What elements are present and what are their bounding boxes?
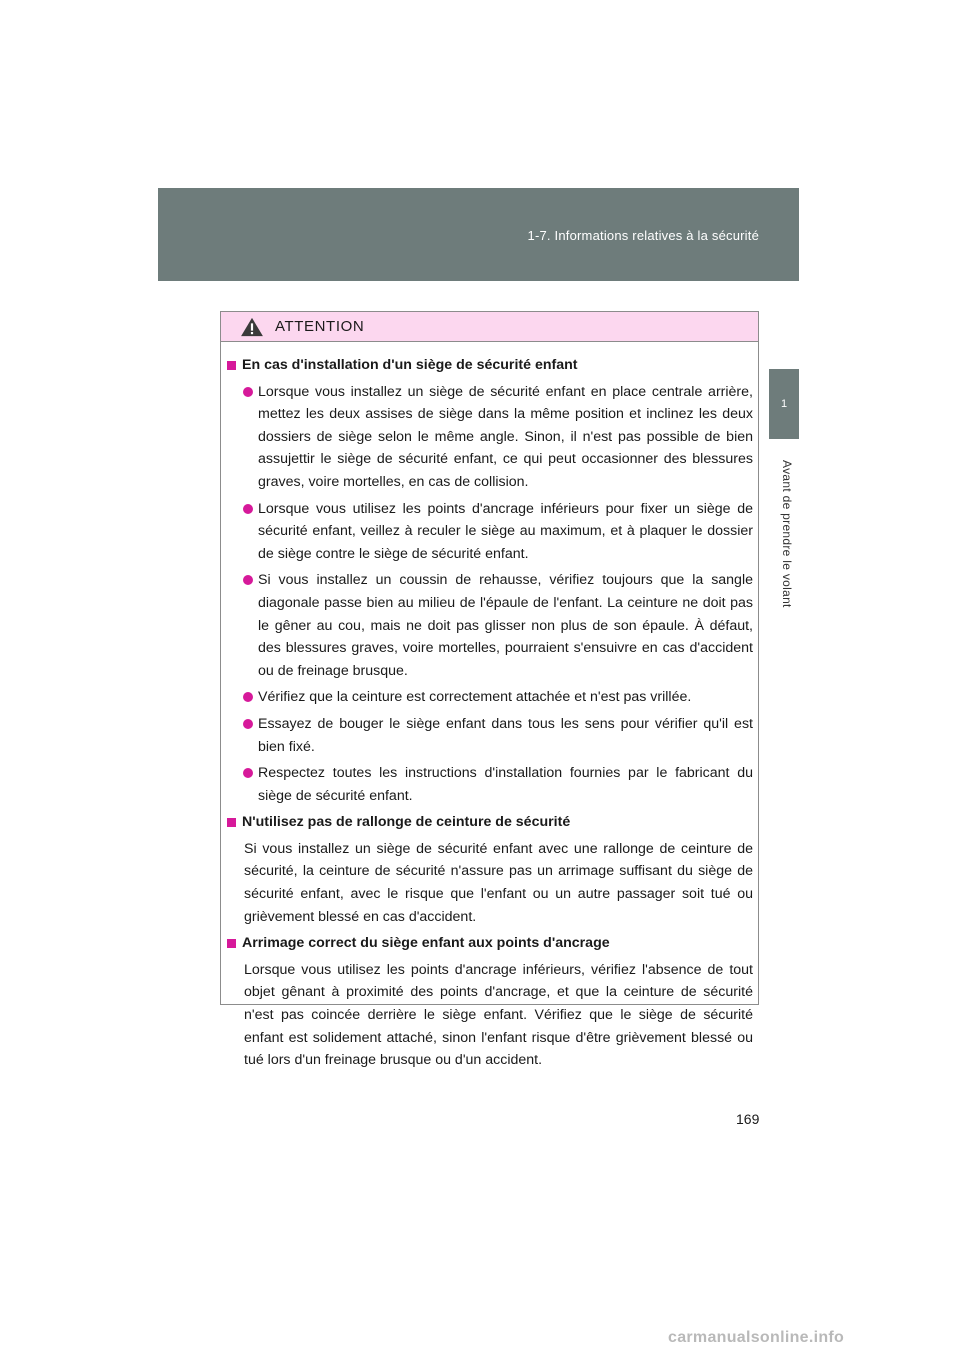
chapter-label: Avant de prendre le volant [780, 460, 794, 608]
list-item-text: Essayez de bouger le siège enfant dans tous les sens pour vérifier qu'il est bien fixé. [258, 715, 753, 755]
section-paragraph: Si vous installez un siège de sécurité enfant avec une rallonge de ceinture de sécurité, la ceinture de sécurité n'assure pas un arrimage suffisant du siège de sécurité enfant, avec le risque que l'enfant ou un autre passager soit tué ou grièvement blessé en cas d'accident. [244, 840, 753, 925]
list-item-text: Respectez toutes les instructions d'installation fournies par le fabricant du siège de sécurité enfant. [258, 765, 753, 804]
section-heading-text: En cas d'installation d'un siège de sécurité enfant [242, 357, 578, 373]
section-heading-text: Arrimage correct du siège enfant aux points d'ancrage [242, 935, 610, 952]
section-title: 1-7. Informations relatives à la sécurité [527, 228, 759, 243]
list-item [243, 381, 753, 494]
list-item [243, 686, 753, 709]
warning-content [221, 342, 758, 1072]
square-bullet-icon [227, 818, 236, 827]
list-item-text: Lorsque vous utilisez les points d'ancrage inférieurs pour fixer un siège de sécurité enfant, veillez à reculer le siège au maximum, et à plaquer le dossier de siège contre le siège de sécurité enfant. [258, 500, 753, 562]
square-bullet-icon [227, 361, 236, 370]
chapter-tab-number: 1 [780, 398, 788, 410]
circle-bullet-icon [243, 575, 253, 585]
section-heading-text: N'utilisez pas de rallonge de ceinture de sécurité [242, 814, 571, 831]
warning-triangle-icon [239, 317, 265, 337]
circle-bullet-icon [243, 768, 253, 778]
list-item [243, 498, 753, 566]
list-item [243, 713, 753, 758]
section-heading [227, 354, 753, 377]
list-item-text: Lorsque vous installez un siège de sécurité enfant en place centrale arrière, mettez les deux assises de siège dans la même position et inclinez les deux dossiers de siège selon le même angle. Sinon, il n'est pas possible de bien assujettir le siège de sécurité enfant, ce qui peut occasionner des blessures graves, voire mortelles, en cas de collision. [258, 383, 753, 490]
circle-bullet-icon [243, 692, 253, 702]
chapter-tab [769, 369, 799, 439]
circle-bullet-icon [243, 504, 253, 514]
section-paragraph: Lorsque vous utilisez les points d'ancrage inférieurs, vérifiez l'absence de tout objet gênant à proximité des points d'ancrage, et que la ceinture de sécurité n'est pas coincée derrière le siège enfant. Vérifiez que le siège de sécurité enfant est solidement attaché, sinon l'enfant risque d'être grièvement blessé ou tué lors d'un freinage brusque ou d'un accident. [244, 961, 753, 1069]
section-heading [227, 932, 753, 955]
warning-box [220, 311, 759, 1069]
list-item-text: Si vous installez un coussin de rehausse, vérifiez toujours que la sangle diagonale passe bien au milieu de l'épaule de l'enfant. La ceinture ne doit pas le gêner au cou, mais ne doit pas glisser non plus de son épaule. À défaut, des blessures graves, voire mortelles, pourraient s'ensuivre en cas d'accident ou de freinage brusque. [258, 572, 753, 679]
list-item-text: Vérifiez que la ceinture est correctement attachée et n'est pas vrillée. [258, 689, 692, 706]
header-band [158, 188, 799, 281]
circle-bullet-icon [243, 719, 253, 729]
square-bullet-icon [227, 939, 236, 948]
list-item [243, 762, 753, 807]
page-number: 169 [736, 1111, 760, 1127]
warning-title: ATTENTION [275, 318, 365, 335]
warning-header [221, 312, 758, 342]
list-item [243, 569, 753, 682]
circle-bullet-icon [243, 387, 253, 397]
section-heading [227, 811, 753, 834]
watermark: carmanualsonline.info [668, 1329, 845, 1346]
